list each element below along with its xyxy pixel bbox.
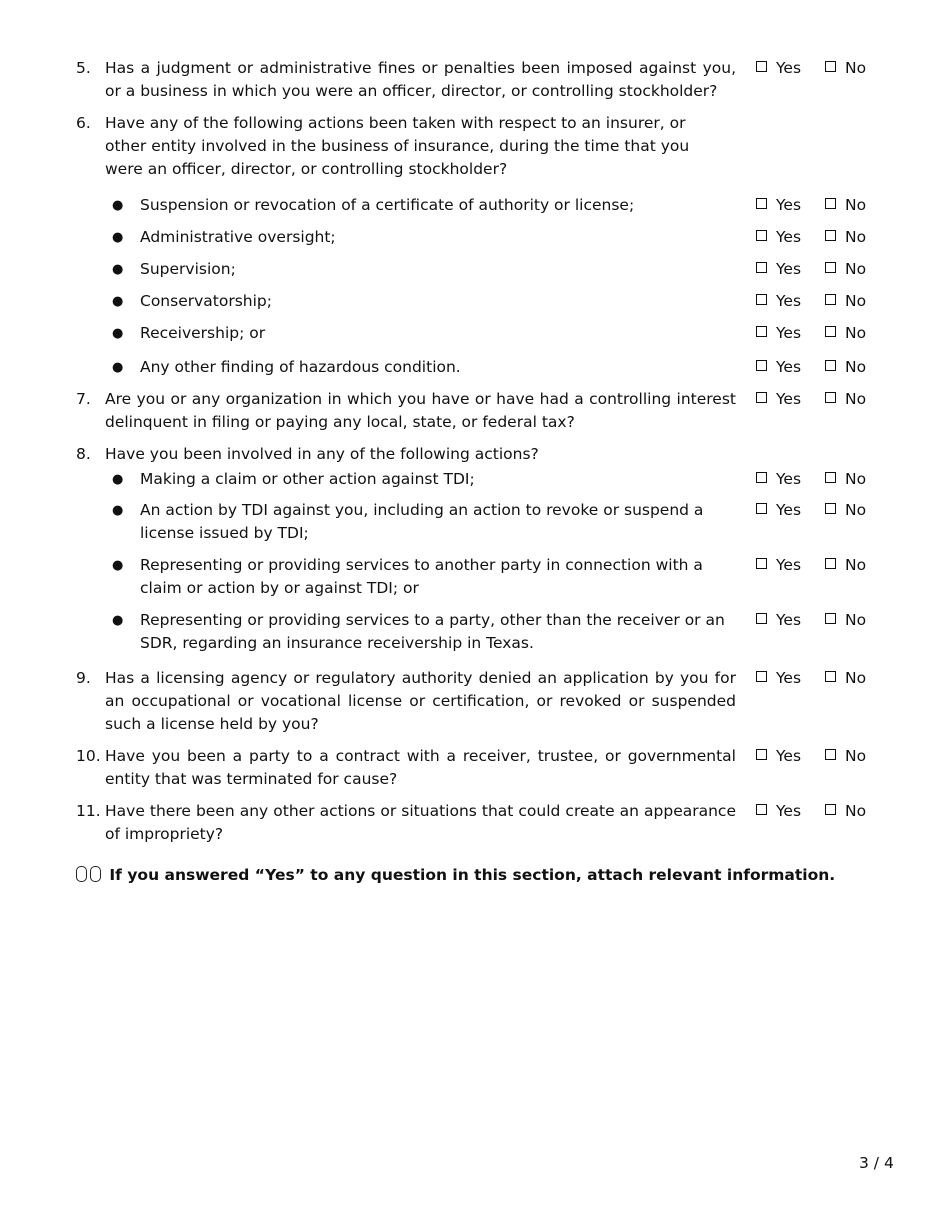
- checkbox-icon: [756, 230, 767, 241]
- question-10: [76, 745, 736, 791]
- checkbox-icon: [756, 262, 767, 273]
- answer-q6-2: [756, 226, 866, 249]
- no-checkbox[interactable]: No: [825, 499, 866, 522]
- answer-q6-5: [756, 322, 866, 345]
- no-checkbox[interactable]: No: [825, 258, 866, 281]
- answer-q9: [756, 667, 866, 690]
- question-text: Have you been a party to a contract with a receiver, trustee, or governmental entity that was terminated for cause?: [105, 747, 736, 788]
- q8-item-2: ● An action by TDI against you, including an action to revoke or suspend a license issued by TDI;: [112, 501, 704, 542]
- q8-item-1: ● Making a claim or other action against TDI;: [112, 468, 736, 491]
- bullet-icon: ●: [112, 198, 124, 213]
- bullet-icon: ●: [112, 230, 124, 245]
- yes-checkbox[interactable]: Yes: [756, 609, 801, 632]
- question-text: Have any of the following actions been taken with respect to an insurer, or other entity involved in the business of insurance, during the time that you were an officer, director, or controlling stockholder?: [105, 114, 690, 178]
- answer-q10: [756, 745, 866, 768]
- bullet-icon: ●: [112, 360, 124, 375]
- checkbox-icon: [825, 613, 836, 624]
- checkbox-icon: [825, 294, 836, 305]
- yes-checkbox[interactable]: Yes: [756, 290, 801, 313]
- answer-q5: [756, 57, 866, 80]
- checkbox-icon: [756, 326, 767, 337]
- checkbox-icon: [825, 61, 836, 72]
- bullet-icon: ●: [112, 326, 124, 341]
- question-number: 5.: [76, 59, 91, 77]
- answer-q11: [756, 800, 866, 823]
- bullet-icon: ●: [112, 558, 124, 573]
- bullet-icon: ●: [112, 503, 124, 518]
- checkbox-icon: [756, 503, 767, 514]
- checkbox-icon: [756, 472, 767, 483]
- question-number: 8.: [76, 445, 91, 463]
- yes-checkbox[interactable]: Yes: [756, 57, 801, 80]
- q6-item-4: ● Conservatorship;: [112, 290, 736, 313]
- question-6: [76, 112, 736, 181]
- answer-q6-6: [756, 356, 866, 379]
- q8-item-3: ● Representing or providing services to another party in connection with a claim or action by or against TDI; or: [112, 556, 703, 597]
- yes-checkbox[interactable]: Yes: [756, 499, 801, 522]
- answer-q6-3: [756, 258, 866, 281]
- bullet-icon: ●: [112, 294, 124, 309]
- checkbox-icon: [825, 230, 836, 241]
- q6-item-5: ● Receivership; or: [112, 322, 736, 345]
- q6-item-3: ● Supervision;: [112, 258, 736, 281]
- checkbox-icon: [756, 671, 767, 682]
- yes-checkbox[interactable]: Yes: [756, 194, 801, 217]
- checkbox-icon: [756, 360, 767, 371]
- question-text: Has a judgment or administrative fines or penalties been imposed against you, or a business in which you were an officer, director, or controlling stockholder?: [105, 59, 736, 100]
- answer-q8-1: [756, 468, 866, 491]
- checkbox-icon: [825, 198, 836, 209]
- yes-checkbox[interactable]: Yes: [756, 322, 801, 345]
- question-9: [76, 667, 736, 736]
- checkbox-icon: [756, 749, 767, 760]
- checkbox-icon: [825, 360, 836, 371]
- no-checkbox[interactable]: No: [825, 194, 866, 217]
- checkbox-icon: [825, 804, 836, 815]
- yes-checkbox[interactable]: Yes: [756, 356, 801, 379]
- q6-item-1: ● Suspension or revocation of a certificate of authority or license;: [112, 194, 736, 217]
- checkbox-icon: [825, 262, 836, 273]
- no-checkbox[interactable]: No: [825, 800, 866, 823]
- yes-checkbox[interactable]: Yes: [756, 258, 801, 281]
- question-text: Are you or any organization in which you have or have had a controlling interest delinquent in filing or paying any local, state, or federal tax?: [105, 390, 736, 431]
- question-number: 11.: [76, 802, 101, 820]
- checkbox-icon: [756, 294, 767, 305]
- checkbox-icon: [825, 392, 836, 403]
- answer-q8-4: [756, 609, 866, 632]
- checkbox-icon: [825, 749, 836, 760]
- question-text: Have you been involved in any of the following actions?: [105, 445, 539, 463]
- question-text: Have there been any other actions or situations that could create an appearance of impropriety?: [105, 802, 736, 843]
- no-checkbox[interactable]: No: [825, 290, 866, 313]
- answer-q8-3: [756, 554, 866, 577]
- no-checkbox[interactable]: No: [825, 609, 866, 632]
- bullet-icon: ●: [112, 472, 124, 487]
- yes-checkbox[interactable]: Yes: [756, 388, 801, 411]
- answer-q6-4: [756, 290, 866, 313]
- yes-checkbox[interactable]: Yes: [756, 554, 801, 577]
- no-checkbox[interactable]: No: [825, 388, 866, 411]
- checkbox-icon: [756, 61, 767, 72]
- yes-checkbox[interactable]: Yes: [756, 226, 801, 249]
- yes-checkbox[interactable]: Yes: [756, 468, 801, 491]
- no-checkbox[interactable]: No: [825, 745, 866, 768]
- checkbox-icon: [756, 558, 767, 569]
- yes-checkbox[interactable]: Yes: [756, 667, 801, 690]
- q8-item-4: ● Representing or providing services to a party, other than the receiver or an SDR, regarding an insurance receivership in Texas.: [112, 611, 725, 652]
- no-checkbox[interactable]: No: [825, 468, 866, 491]
- checkbox-icon: [756, 198, 767, 209]
- question-number: 9.: [76, 669, 91, 687]
- question-text: Has a licensing agency or regulatory authority denied an application by you for an occupational or vocational license or certification, or revoked or suspended such a license held by you?: [105, 669, 736, 733]
- bullet-icon: ●: [112, 262, 124, 277]
- checkbox-icon: [825, 472, 836, 483]
- question-5: [76, 57, 736, 103]
- yes-checkbox[interactable]: Yes: [756, 800, 801, 823]
- question-7: [76, 388, 736, 434]
- no-checkbox[interactable]: No: [825, 57, 866, 80]
- checkbox-icon: [825, 326, 836, 337]
- q6-item-2: ● Administrative oversight;: [112, 226, 736, 249]
- question-number: 7.: [76, 390, 91, 408]
- answer-q6-1: [756, 194, 866, 217]
- checkbox-icon: [825, 503, 836, 514]
- no-checkbox[interactable]: No: [825, 356, 866, 379]
- question-number: 6.: [76, 114, 91, 132]
- checkbox-icon: [756, 392, 767, 403]
- no-checkbox[interactable]: No: [825, 667, 866, 690]
- question-number: 10.: [76, 747, 101, 765]
- page-number: 3 / 4: [859, 1154, 894, 1172]
- question-11: [76, 800, 736, 846]
- attachment-note: [76, 864, 835, 887]
- answer-q8-2: [756, 499, 866, 522]
- checkbox-icon: [756, 804, 767, 815]
- checkbox-icon: [825, 671, 836, 682]
- paperclip-icon: [90, 866, 101, 882]
- yes-checkbox[interactable]: Yes: [756, 745, 801, 768]
- paperclip-icon: [76, 866, 87, 882]
- bullet-icon: ●: [112, 613, 124, 628]
- no-checkbox[interactable]: No: [825, 226, 866, 249]
- no-checkbox[interactable]: No: [825, 554, 866, 577]
- checkbox-icon: [756, 613, 767, 624]
- no-checkbox[interactable]: No: [825, 322, 866, 345]
- question-8: [76, 443, 736, 466]
- answer-q7: [756, 388, 866, 411]
- attachment-note-text: If you answered “Yes” to any question in this section, attach relevant information.: [109, 866, 836, 884]
- checkbox-icon: [825, 558, 836, 569]
- q6-item-6: ● Any other finding of hazardous condition.: [112, 356, 736, 379]
